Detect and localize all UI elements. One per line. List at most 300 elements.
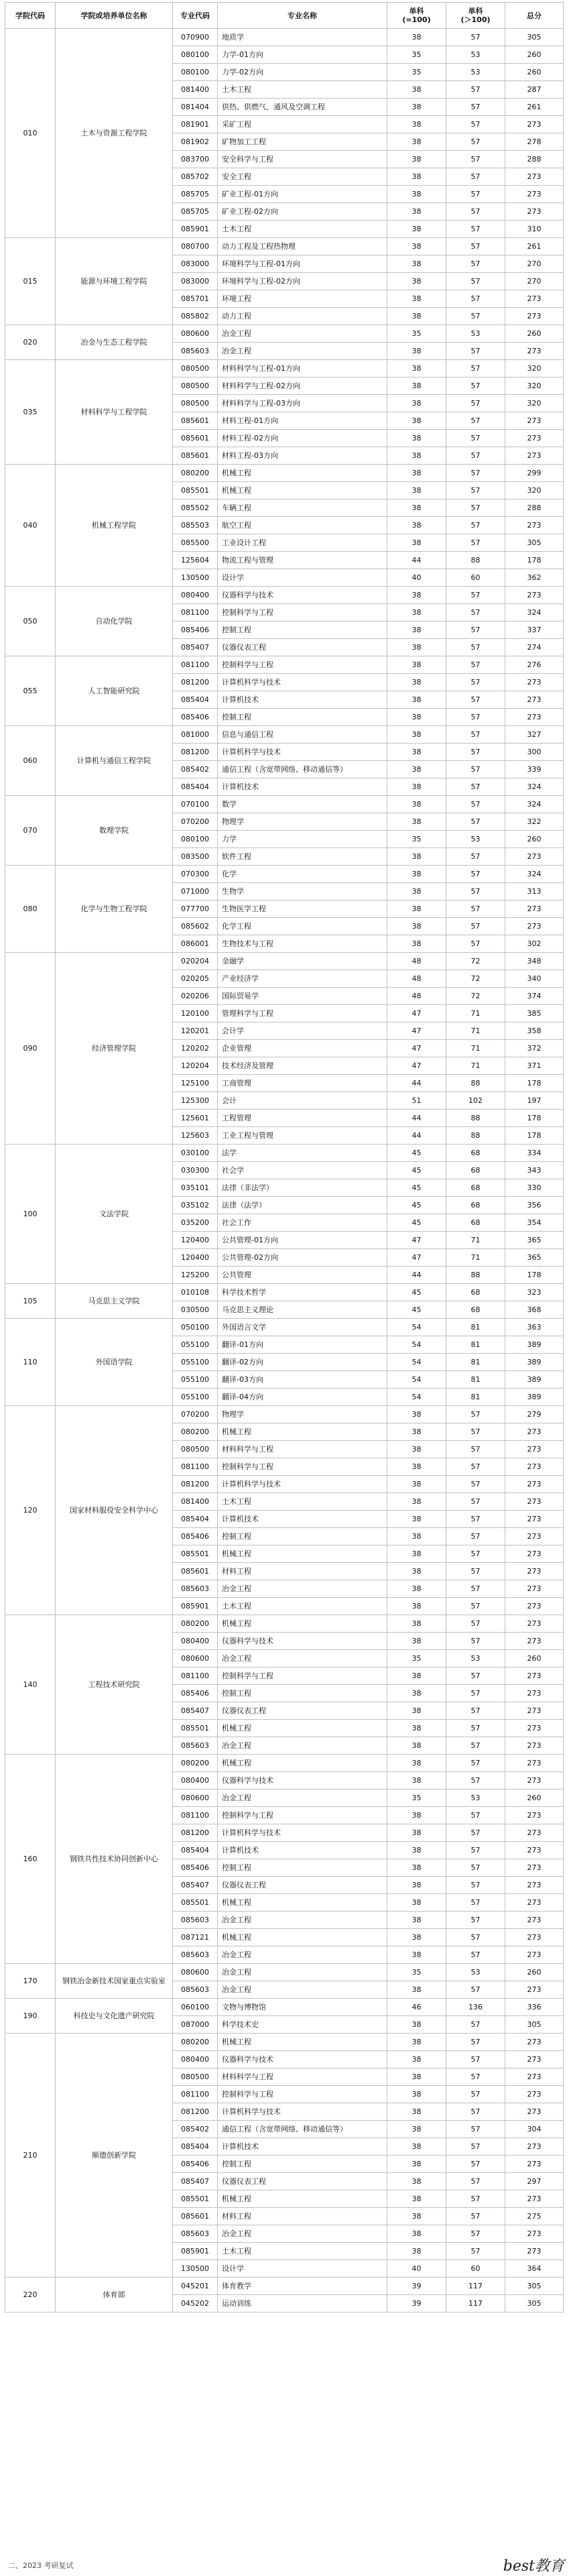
total-score-cell: 324 — [505, 604, 564, 622]
score-gt100-cell: 57 — [446, 1737, 505, 1755]
score-100-cell: 38 — [387, 691, 446, 709]
total-score-cell: 273 — [505, 2034, 564, 2051]
score-100-cell: 38 — [387, 2016, 446, 2034]
college-name-cell: 经济管理学院 — [56, 953, 173, 1145]
header-major-name: 专业名称 — [218, 3, 387, 29]
score-gt100-cell: 57 — [446, 81, 505, 99]
total-score-cell: 273 — [505, 900, 564, 918]
score-gt100-cell: 57 — [446, 447, 505, 465]
table-row — [5, 2034, 564, 2051]
college-name-cell: 钢铁共性技术协同创新中心 — [56, 1755, 173, 1964]
header-single-gt100-bottom: (＞100) — [460, 15, 491, 24]
score-100-cell: 38 — [387, 796, 446, 813]
total-score-cell: 273 — [505, 2086, 564, 2103]
total-score-cell: 310 — [505, 221, 564, 238]
score-gt100-cell: 60 — [446, 569, 505, 587]
score-gt100-cell: 71 — [446, 1249, 505, 1267]
score-100-cell: 38 — [387, 2190, 446, 2208]
major-name-cell: 供热、供燃气、通风及空调工程 — [218, 99, 387, 116]
major-name-cell: 仪器仪表工程 — [218, 1702, 387, 1720]
score-100-cell: 38 — [387, 1807, 446, 1824]
score-100-cell: 38 — [387, 412, 446, 430]
major-code-cell: 080400 — [173, 1772, 218, 1790]
college-name-cell: 材料科学与工程学院 — [56, 360, 173, 465]
college-code-cell: 060 — [5, 726, 56, 796]
score-100-cell: 38 — [387, 116, 446, 133]
major-code-cell: 120204 — [173, 1057, 218, 1075]
total-score-cell: 322 — [505, 813, 564, 831]
score-gt100-cell: 57 — [446, 709, 505, 726]
score-100-cell: 45 — [387, 1301, 446, 1319]
college-code-cell: 090 — [5, 953, 56, 1145]
major-name-cell: 软件工程 — [218, 848, 387, 866]
total-score-cell: 363 — [505, 1319, 564, 1336]
total-score-cell: 313 — [505, 883, 564, 900]
major-code-cell: 085603 — [173, 1981, 218, 1999]
total-score-cell: 278 — [505, 133, 564, 151]
score-100-cell: 38 — [387, 778, 446, 796]
major-code-cell: 085501 — [173, 2190, 218, 2208]
score-gt100-cell: 57 — [446, 116, 505, 133]
major-name-cell: 控制科学与工程 — [218, 1458, 387, 1476]
score-gt100-cell: 71 — [446, 1005, 505, 1022]
score-gt100-cell: 71 — [446, 1022, 505, 1040]
score-100-cell: 45 — [387, 1179, 446, 1197]
major-name-cell: 公共管理 — [218, 1267, 387, 1284]
score-gt100-cell: 57 — [446, 534, 505, 552]
score-gt100-cell: 71 — [446, 1040, 505, 1057]
total-score-cell: 273 — [505, 2051, 564, 2068]
score-gt100-cell: 57 — [446, 2138, 505, 2156]
score-gt100-cell: 57 — [446, 1755, 505, 1772]
college-code-cell: 050 — [5, 587, 56, 656]
major-name-cell: 材料科学与工程 — [218, 1441, 387, 1458]
score-gt100-cell: 88 — [446, 1267, 505, 1284]
college-name-cell: 自动化学院 — [56, 587, 173, 656]
score-100-cell: 38 — [387, 500, 446, 517]
score-gt100-cell: 53 — [446, 1650, 505, 1667]
score-100-cell: 38 — [387, 395, 446, 412]
score-gt100-cell: 57 — [446, 604, 505, 622]
total-score-cell: 288 — [505, 500, 564, 517]
score-100-cell: 38 — [387, 2051, 446, 2068]
score-gt100-cell: 57 — [446, 308, 505, 325]
major-name-cell: 机械工程 — [218, 1423, 387, 1441]
total-score-cell: 340 — [505, 970, 564, 988]
total-score-cell: 273 — [505, 691, 564, 709]
table-row — [5, 953, 564, 970]
major-name-cell: 仪器仪表工程 — [218, 1877, 387, 1894]
score-100-cell: 38 — [387, 534, 446, 552]
total-score-cell: 178 — [505, 1267, 564, 1284]
total-score-cell: 302 — [505, 935, 564, 953]
score-100-cell: 40 — [387, 2260, 446, 2278]
total-score-cell: 320 — [505, 395, 564, 412]
score-100-cell: 35 — [387, 831, 446, 848]
score-100-cell: 38 — [387, 2068, 446, 2086]
score-gt100-cell: 57 — [446, 1824, 505, 1842]
score-gt100-cell: 57 — [446, 1493, 505, 1511]
score-gt100-cell: 57 — [446, 900, 505, 918]
major-code-cell: 130500 — [173, 569, 218, 587]
score-100-cell: 35 — [387, 46, 446, 64]
major-name-cell: 翻译-04方向 — [218, 1389, 387, 1406]
major-code-cell: 055100 — [173, 1336, 218, 1354]
major-code-cell: 085406 — [173, 1685, 218, 1702]
total-score-cell: 389 — [505, 1354, 564, 1371]
score-100-cell: 38 — [387, 308, 446, 325]
total-score-cell: 276 — [505, 656, 564, 674]
major-name-cell: 仪器仪表工程 — [218, 639, 387, 656]
total-score-cell: 273 — [505, 1894, 564, 1912]
score-gt100-cell: 57 — [446, 674, 505, 691]
total-score-cell: 297 — [505, 2173, 564, 2190]
total-score-cell: 260 — [505, 831, 564, 848]
major-name-cell: 土木工程 — [218, 1493, 387, 1511]
college-name-cell: 冶金与生态工程学院 — [56, 325, 173, 360]
major-name-cell: 机械工程 — [218, 2034, 387, 2051]
major-code-cell: 080200 — [173, 1423, 218, 1441]
score-gt100-cell: 57 — [446, 2190, 505, 2208]
major-code-cell: 035200 — [173, 1214, 218, 1232]
score-100-cell: 47 — [387, 1232, 446, 1249]
major-name-cell: 工业工程与管理 — [218, 1127, 387, 1145]
major-name-cell: 数学 — [218, 796, 387, 813]
major-code-cell: 081100 — [173, 604, 218, 622]
score-100-cell: 38 — [387, 465, 446, 482]
college-code-cell: 170 — [5, 1964, 56, 1999]
table-row — [5, 238, 564, 255]
total-score-cell: 279 — [505, 1406, 564, 1423]
score-gt100-cell: 57 — [446, 1511, 505, 1528]
score-gt100-cell: 57 — [446, 465, 505, 482]
score-gt100-cell: 57 — [446, 29, 505, 46]
table-header-row — [5, 3, 564, 29]
major-code-cell: 085802 — [173, 308, 218, 325]
score-100-cell: 38 — [387, 1737, 446, 1755]
score-gt100-cell: 57 — [446, 1667, 505, 1685]
college-code-cell: 035 — [5, 360, 56, 465]
score-gt100-cell: 81 — [446, 1336, 505, 1354]
total-score-cell: 270 — [505, 255, 564, 273]
college-code-cell: 220 — [5, 2278, 56, 2312]
score-gt100-cell: 57 — [446, 1563, 505, 1580]
score-gt100-cell: 88 — [446, 1110, 505, 1127]
major-code-cell: 070200 — [173, 1406, 218, 1423]
score-100-cell: 54 — [387, 1319, 446, 1336]
total-score-cell: 324 — [505, 796, 564, 813]
score-gt100-cell: 57 — [446, 2121, 505, 2138]
major-code-cell: 085404 — [173, 691, 218, 709]
score-100-cell: 38 — [387, 1476, 446, 1493]
total-score-cell: 273 — [505, 1755, 564, 1772]
total-score-cell: 339 — [505, 761, 564, 778]
score-100-cell: 38 — [387, 1545, 446, 1563]
college-name-cell: 顺德创新学院 — [56, 2034, 173, 2278]
score-100-cell: 40 — [387, 569, 446, 587]
score-gt100-cell: 117 — [446, 2295, 505, 2312]
score-100-cell: 38 — [387, 1563, 446, 1580]
total-score-cell: 371 — [505, 1057, 564, 1075]
score-gt100-cell: 57 — [446, 1894, 505, 1912]
score-100-cell: 38 — [387, 343, 446, 360]
major-name-cell: 控制工程 — [218, 709, 387, 726]
table-row — [5, 1755, 564, 1772]
total-score-cell: 362 — [505, 569, 564, 587]
total-score-cell: 261 — [505, 99, 564, 116]
major-name-cell: 化学 — [218, 866, 387, 883]
score-gt100-cell: 57 — [446, 1406, 505, 1423]
major-name-cell: 车辆工程 — [218, 500, 387, 517]
total-score-cell: 273 — [505, 430, 564, 447]
major-code-cell: 045201 — [173, 2278, 218, 2295]
major-name-cell: 矿业工程-01方向 — [218, 186, 387, 203]
major-code-cell: 120100 — [173, 1005, 218, 1022]
score-100-cell: 54 — [387, 1389, 446, 1406]
score-100-cell: 44 — [387, 552, 446, 569]
total-score-cell: 273 — [505, 308, 564, 325]
score-100-cell: 38 — [387, 203, 446, 221]
total-score-cell: 273 — [505, 2068, 564, 2086]
score-gt100-cell: 117 — [446, 2278, 505, 2295]
major-code-cell: 055100 — [173, 1389, 218, 1406]
score-gt100-cell: 57 — [446, 360, 505, 377]
score-gt100-cell: 68 — [446, 1145, 505, 1162]
total-score-cell: 273 — [505, 1615, 564, 1633]
college-name-cell: 化学与生物工程学院 — [56, 866, 173, 953]
major-code-cell: 080200 — [173, 465, 218, 482]
major-name-cell: 控制科学与工程 — [218, 656, 387, 674]
table-row — [5, 1406, 564, 1423]
major-code-cell: 085404 — [173, 778, 218, 796]
score-gt100-cell: 57 — [446, 1702, 505, 1720]
major-name-cell: 工商管理 — [218, 1075, 387, 1092]
major-name-cell: 力学-01方向 — [218, 46, 387, 64]
score-100-cell: 54 — [387, 1354, 446, 1371]
score-100-cell: 39 — [387, 2278, 446, 2295]
score-gt100-cell: 57 — [446, 273, 505, 290]
major-name-cell: 设计学 — [218, 569, 387, 587]
total-score-cell: 273 — [505, 674, 564, 691]
major-code-cell: 085901 — [173, 1598, 218, 1615]
college-name-cell: 机械工程学院 — [56, 465, 173, 587]
college-name-cell: 科技史与文化遗产研究院 — [56, 1999, 173, 2034]
major-code-cell: 081100 — [173, 1667, 218, 1685]
major-name-cell: 社会学 — [218, 1162, 387, 1179]
major-name-cell: 地质学 — [218, 29, 387, 46]
total-score-cell: 273 — [505, 412, 564, 430]
major-code-cell: 085407 — [173, 2173, 218, 2190]
major-name-cell: 矿业工程-02方向 — [218, 203, 387, 221]
major-code-cell: 080400 — [173, 2051, 218, 2068]
major-name-cell: 控制工程 — [218, 1685, 387, 1702]
major-code-cell: 081200 — [173, 674, 218, 691]
major-name-cell: 物理学 — [218, 813, 387, 831]
score-100-cell: 38 — [387, 255, 446, 273]
total-score-cell: 273 — [505, 1877, 564, 1894]
major-code-cell: 085501 — [173, 482, 218, 500]
major-code-cell: 030100 — [173, 1145, 218, 1162]
score-100-cell: 38 — [387, 1633, 446, 1650]
score-gt100-cell: 57 — [446, 1859, 505, 1877]
major-code-cell: 085501 — [173, 1894, 218, 1912]
major-name-cell: 冶金工程 — [218, 1946, 387, 1964]
score-100-cell: 38 — [387, 2243, 446, 2260]
score-gt100-cell: 57 — [446, 255, 505, 273]
major-name-cell: 航空工程 — [218, 517, 387, 534]
major-name-cell: 工程管理 — [218, 1110, 387, 1127]
major-name-cell: 技术经济及管理 — [218, 1057, 387, 1075]
major-code-cell: 085603 — [173, 1737, 218, 1755]
major-code-cell: 081100 — [173, 656, 218, 674]
major-name-cell: 企业管理 — [218, 1040, 387, 1057]
score-gt100-cell: 53 — [446, 46, 505, 64]
major-code-cell: 030500 — [173, 1301, 218, 1319]
score-100-cell: 45 — [387, 1214, 446, 1232]
major-code-cell: 085603 — [173, 2225, 218, 2243]
score-100-cell: 38 — [387, 1981, 446, 1999]
total-score-cell: 343 — [505, 1162, 564, 1179]
score-gt100-cell: 57 — [446, 186, 505, 203]
major-code-cell: 085603 — [173, 1580, 218, 1598]
total-score-cell: 273 — [505, 709, 564, 726]
major-name-cell: 控制工程 — [218, 1859, 387, 1877]
score-gt100-cell: 57 — [446, 935, 505, 953]
watermark-logo: best教育 — [503, 2558, 564, 2575]
major-name-cell: 冶金工程 — [218, 1790, 387, 1807]
total-score-cell: 273 — [505, 1528, 564, 1545]
major-code-cell: 087000 — [173, 2016, 218, 2034]
major-code-cell: 085407 — [173, 639, 218, 656]
score-100-cell: 38 — [387, 151, 446, 168]
total-score-cell: 320 — [505, 360, 564, 377]
score-gt100-cell: 57 — [446, 151, 505, 168]
total-score-cell: 273 — [505, 447, 564, 465]
major-name-cell: 机械工程 — [218, 1545, 387, 1563]
score-gt100-cell: 102 — [446, 1092, 505, 1110]
college-code-cell: 010 — [5, 29, 56, 238]
table-row — [5, 1615, 564, 1633]
major-code-cell: 080600 — [173, 1790, 218, 1807]
college-code-cell: 040 — [5, 465, 56, 587]
score-100-cell: 38 — [387, 2156, 446, 2173]
total-score-cell: 273 — [505, 2156, 564, 2173]
score-gt100-cell: 57 — [446, 866, 505, 883]
score-gt100-cell: 57 — [446, 99, 505, 116]
major-code-cell: 085406 — [173, 1859, 218, 1877]
major-name-cell: 环境科学与工程-01方向 — [218, 255, 387, 273]
score-gt100-cell: 57 — [446, 813, 505, 831]
major-name-cell: 计算机技术 — [218, 691, 387, 709]
major-code-cell: 085406 — [173, 2156, 218, 2173]
major-code-cell: 085705 — [173, 203, 218, 221]
total-score-cell: 273 — [505, 1859, 564, 1877]
header-single-gt100 — [446, 3, 505, 29]
major-code-cell: 130500 — [173, 2260, 218, 2278]
score-100-cell: 38 — [387, 639, 446, 656]
score-100-cell: 38 — [387, 709, 446, 726]
major-name-cell: 材料工程 — [218, 1563, 387, 1580]
major-name-cell: 机械工程 — [218, 482, 387, 500]
major-name-cell: 工业设计工程 — [218, 534, 387, 552]
score-gt100-cell: 57 — [446, 848, 505, 866]
score-100-cell: 45 — [387, 1145, 446, 1162]
major-name-cell: 法律（非法学） — [218, 1179, 387, 1197]
major-code-cell: 030300 — [173, 1162, 218, 1179]
score-100-cell: 38 — [387, 848, 446, 866]
total-score-cell: 273 — [505, 1807, 564, 1824]
score-100-cell: 38 — [387, 2138, 446, 2156]
major-code-cell: 080400 — [173, 587, 218, 604]
score-gt100-cell: 57 — [446, 691, 505, 709]
major-name-cell: 化学工程 — [218, 918, 387, 935]
score-100-cell: 47 — [387, 1022, 446, 1040]
total-score-cell: 260 — [505, 1964, 564, 1981]
major-code-cell: 087121 — [173, 1929, 218, 1946]
major-name-cell: 生物技术与工程 — [218, 935, 387, 953]
score-gt100-cell: 57 — [446, 1615, 505, 1633]
college-code-cell: 020 — [5, 325, 56, 360]
major-code-cell: 070200 — [173, 813, 218, 831]
major-code-cell: 083500 — [173, 848, 218, 866]
major-code-cell: 080100 — [173, 64, 218, 81]
score-gt100-cell: 57 — [446, 430, 505, 447]
major-code-cell: 081400 — [173, 1493, 218, 1511]
total-score-cell: 178 — [505, 1110, 564, 1127]
score-100-cell: 47 — [387, 1249, 446, 1267]
score-gt100-cell: 72 — [446, 988, 505, 1005]
major-code-cell: 035101 — [173, 1179, 218, 1197]
score-100-cell: 38 — [387, 1755, 446, 1772]
major-code-cell: 071000 — [173, 883, 218, 900]
total-score-cell: 389 — [505, 1389, 564, 1406]
total-score-cell: 260 — [505, 64, 564, 81]
score-100-cell: 38 — [387, 1824, 446, 1842]
major-code-cell: 081404 — [173, 99, 218, 116]
score-100-cell: 38 — [387, 99, 446, 116]
major-name-cell: 计算机技术 — [218, 2138, 387, 2156]
total-score-cell: 273 — [505, 1702, 564, 1720]
score-100-cell: 54 — [387, 1336, 446, 1354]
total-score-cell: 324 — [505, 778, 564, 796]
major-code-cell: 085705 — [173, 186, 218, 203]
major-code-cell: 080600 — [173, 1964, 218, 1981]
score-gt100-cell: 71 — [446, 1232, 505, 1249]
major-name-cell: 控制科学与工程 — [218, 2086, 387, 2103]
total-score-cell: 273 — [505, 2190, 564, 2208]
total-score-cell: 348 — [505, 953, 564, 970]
major-name-cell: 法律（法学） — [218, 1197, 387, 1214]
score-100-cell: 38 — [387, 2034, 446, 2051]
total-score-cell: 273 — [505, 1598, 564, 1615]
major-name-cell: 翻译-03方向 — [218, 1371, 387, 1389]
major-name-cell: 计算机科学与技术 — [218, 1476, 387, 1493]
major-code-cell: 085601 — [173, 447, 218, 465]
score-gt100-cell: 57 — [446, 2208, 505, 2225]
major-name-cell: 物流工程与管理 — [218, 552, 387, 569]
score-100-cell: 54 — [387, 1371, 446, 1389]
college-name-cell: 计算机与通信工程学院 — [56, 726, 173, 796]
major-code-cell: 080400 — [173, 1633, 218, 1650]
total-score-cell: 273 — [505, 1685, 564, 1702]
total-score-cell: 273 — [505, 203, 564, 221]
major-name-cell: 力学 — [218, 831, 387, 848]
major-code-cell: 020206 — [173, 988, 218, 1005]
major-code-cell: 085603 — [173, 1912, 218, 1929]
score-100-cell: 38 — [387, 1929, 446, 1946]
score-100-cell: 38 — [387, 360, 446, 377]
score-100-cell: 38 — [387, 186, 446, 203]
